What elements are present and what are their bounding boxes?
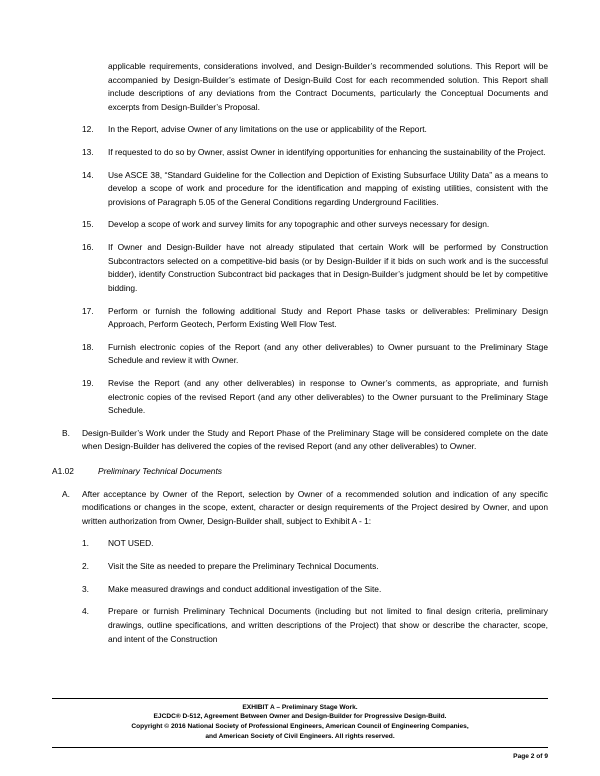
- list-marker: 19.: [82, 377, 94, 388]
- list-marker: 3.: [82, 583, 89, 594]
- list-marker: 2.: [82, 561, 89, 572]
- list-marker: 17.: [82, 305, 94, 316]
- footer-line-1: EXHIBIT A – Preliminary Stage Work.: [242, 703, 358, 711]
- list-marker: 16.: [82, 242, 94, 253]
- list-item-text: Perform or furnish the following additional Study and Report Phase tasks or deliverables: Preliminary Design Approach, Perform Geotech, Perform Existing Well Flow Test.: [108, 305, 548, 330]
- list-item-text: Develop a scope of work and survey limits for any topographic and other surveys necessary for design.: [108, 219, 490, 230]
- list-marker: 1.: [82, 538, 89, 549]
- section-number: A1.02: [52, 466, 74, 477]
- section-title: Preliminary Technical Documents: [98, 466, 222, 477]
- footer-divider-bottom: [52, 747, 548, 748]
- list-item: [52, 123, 548, 137]
- list-item-text: Revise the Report (and any other deliverables) in response to Owner’s comments, as appropriate, and furnish electronic copies of the revised Report (and any other deliverables) to the Owner pursuant to the Preliminary Stage Schedule.: [108, 377, 548, 416]
- list-marker: B.: [62, 427, 70, 438]
- list-item-text: Use ASCE 38, “Standard Guideline for the Collection and Depiction of Existing Subsurface Utility Data” as a means to develop a scope of work and procedure for the identification and mapping of existing utilities, consistent with the provisions of Paragraph 5.05 of the General Conditions regarding Underground Facilities.: [108, 169, 548, 207]
- list-item: [52, 560, 548, 574]
- page-number: Page 2 of 9: [513, 753, 548, 761]
- footer-line-4: and American Society of Civil Engineers. All rights reserved.: [205, 733, 395, 741]
- list-item-text: If requested to do so by Owner, assist Owner in identifying opportunities for enhancing the sustainability of the Project.: [108, 147, 546, 158]
- list-item: [52, 377, 548, 418]
- footer-divider-top: [52, 698, 548, 699]
- page-footer: [52, 698, 548, 762]
- list-item-text: Design-Builder’s Work under the Study and Report Phase of the Preliminary Stage will be considered complete on the date when Design-Builder has delivered the copies of the revised Report (and any other deliverables) to Owner.: [82, 427, 548, 452]
- list-item-text: Visit the Site as needed to prepare the Preliminary Technical Documents.: [108, 561, 379, 572]
- list-item-text: NOT USED.: [108, 538, 154, 549]
- list-item-text: If Owner and Design-Builder have not already stipulated that certain Work will be performed by Construction Subcontractors selected on a competitive-bid basis (or by Design-Builder if it bids on such work and is the successful bidder), identify Construction Subcontract bid packages that in Design-Builder’s judgment should be let by competitive bidding.: [108, 242, 548, 293]
- list-item-text: Furnish electronic copies of the Report (and any other deliverables) to Owner pursuant to the Preliminary Stage Schedule and review it with Owner.: [108, 341, 548, 366]
- list-marker: 4.: [82, 606, 89, 617]
- list-item: [52, 305, 548, 332]
- page-body: [52, 60, 548, 646]
- list-marker: A.: [62, 488, 70, 499]
- list-item: [52, 605, 548, 646]
- footer-line-2: EJCDC® D-512, Agreement Between Owner and Design-Builder for Progressive Design-Build.: [153, 713, 447, 721]
- list-marker: 15.: [82, 219, 94, 230]
- list-item-a: [52, 488, 548, 529]
- list-item-text: Make measured drawings and conduct additional investigation of the Site.: [108, 583, 382, 594]
- list-item: [52, 146, 548, 160]
- list-item: [52, 341, 548, 368]
- list-marker: 14.: [82, 169, 94, 180]
- list-item-text: Prepare or furnish Preliminary Technical Documents (including but not limited to final design criteria, preliminary drawings, outline specifications, and written descriptions of the Project) that show or describe the character, scope, and intent of the Construction: [108, 606, 548, 644]
- section-heading: [52, 465, 548, 479]
- list-item-text: In the Report, advise Owner of any limitations on the use or applicability of the Report.: [108, 124, 427, 135]
- list-marker: 13.: [82, 147, 94, 158]
- list-marker: 12.: [82, 124, 94, 135]
- list-item: [52, 241, 548, 295]
- list-item: [52, 583, 548, 597]
- list-item: [52, 169, 548, 210]
- list-item-b: [52, 427, 548, 454]
- list-item: [52, 218, 548, 232]
- continuation-paragraph: applicable requirements, considerations involved, and Design-Builder’s recommended solutions. This Report will be accompanied by Design-Builder’s estimate of Design-Build Cost for each recommended solution. This Report shall include descriptions of any deviations from the Contract Documents, particularly the Conceptual Documents and excerpts from Design-Builder’s Proposal.: [108, 61, 548, 112]
- list-item: [52, 537, 548, 551]
- list-marker: 18.: [82, 341, 94, 352]
- list-item-text: After acceptance by Owner of the Report, selection by Owner of a recommended solution and indication of any specific modifications or changes in the scope, extent, character or design requirements of the Project desired by Owner, and upon written authorization from Owner, Design-Builder shall, subject to Exhibit A - 1:: [82, 488, 548, 526]
- footer-line-3: Copyright © 2016 National Society of Professional Engineers, American Council of Engineering Companies,: [131, 723, 469, 731]
